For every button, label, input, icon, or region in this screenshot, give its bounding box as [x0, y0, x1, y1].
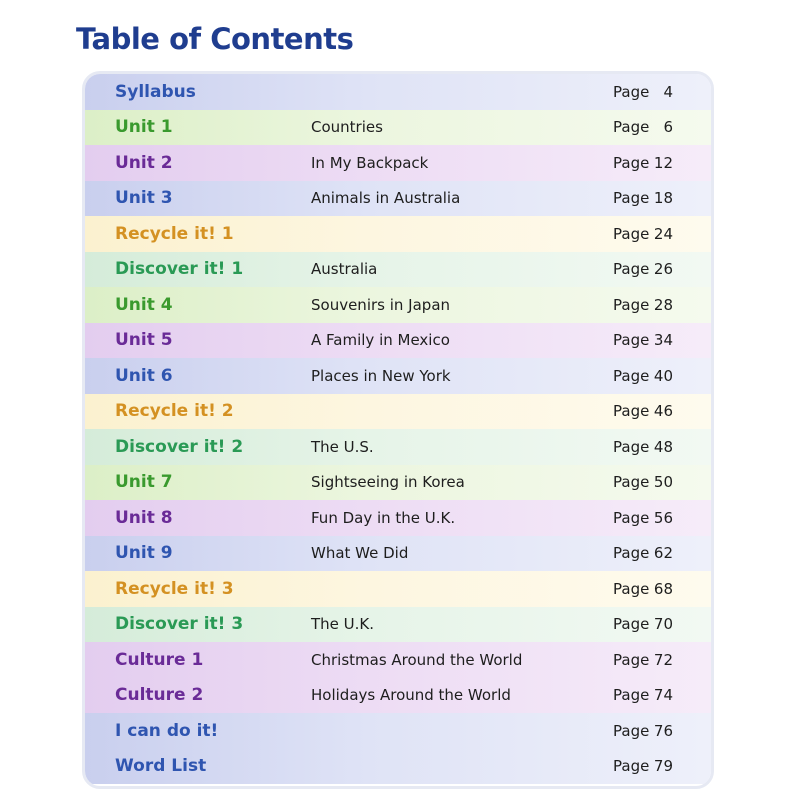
toc-page-word: Page: [613, 189, 650, 208]
toc-entry-label: Recycle it! 3: [115, 578, 234, 599]
toc-page-word: Page: [613, 224, 650, 243]
toc-page-number: 28: [653, 295, 673, 314]
toc-page-number: 56: [653, 508, 673, 527]
toc-page-word: Page: [613, 82, 650, 101]
toc-page-number: 62: [653, 544, 673, 563]
toc-row: [85, 216, 711, 252]
toc-row: [85, 74, 711, 110]
toc-page-number: 72: [653, 650, 673, 669]
toc-page-word: Page: [613, 473, 650, 492]
toc-page-number: 74: [653, 686, 673, 705]
toc-page-number: 70: [653, 615, 673, 634]
toc-row: [85, 145, 711, 181]
toc-page-number: 24: [653, 224, 673, 243]
toc-page-number: 50: [653, 473, 673, 492]
toc-entry-label: Unit 7: [115, 472, 173, 493]
toc-page-number: 40: [653, 366, 673, 385]
toc-entry-label: Recycle it! 1: [115, 223, 234, 244]
toc-entry-title: Countries: [311, 118, 383, 137]
toc-page-number: 79: [653, 757, 673, 776]
toc-row: [85, 607, 711, 643]
toc-page-word: Page: [613, 508, 650, 527]
toc-entry-label: Unit 9: [115, 543, 173, 564]
toc-page-number: 76: [653, 721, 673, 740]
toc-page-number: 48: [653, 437, 673, 456]
toc-page-number: 68: [653, 579, 673, 598]
toc-entry-label: I can do it!: [115, 720, 219, 741]
toc-page-number: 26: [653, 260, 673, 279]
toc-row: [85, 358, 711, 394]
toc-page-word: Page: [613, 295, 650, 314]
toc-entry-title: Places in New York: [311, 366, 451, 385]
toc-entry-title: Animals in Australia: [311, 189, 461, 208]
toc-entry-title: The U.S.: [311, 437, 374, 456]
toc-page-word: Page: [613, 544, 650, 563]
toc-entry-label: Recycle it! 2: [115, 401, 234, 422]
page-title: Table of Contents: [76, 22, 354, 56]
toc-row: [85, 713, 711, 749]
toc-entry-label: Syllabus: [115, 81, 196, 102]
toc-row: [85, 642, 711, 678]
toc-entry-title: In My Backpack: [311, 153, 429, 172]
toc-page-word: Page: [613, 579, 650, 598]
toc-entry-title: What We Did: [311, 544, 409, 563]
toc-page-number: 18: [653, 189, 673, 208]
toc-entry-label: Unit 4: [115, 294, 173, 315]
toc-row: [85, 429, 711, 465]
toc-row: [85, 678, 711, 714]
toc-row: [85, 500, 711, 536]
toc-entry-title: Sightseeing in Korea: [311, 473, 465, 492]
toc-page-word: Page: [613, 118, 650, 137]
toc-entry-label: Word List: [115, 756, 207, 777]
toc-page-number: 4: [663, 82, 673, 101]
toc-row: [85, 181, 711, 217]
toc-entry-title: A Family in Mexico: [311, 331, 450, 350]
toc-row: [85, 287, 711, 323]
toc-page-word: Page: [613, 615, 650, 634]
toc-entry-title: The U.K.: [311, 615, 375, 634]
toc-row: [85, 110, 711, 146]
table-of-contents: [82, 71, 714, 789]
toc-entry-title: Souvenirs in Japan: [311, 295, 451, 314]
toc-page-word: Page: [613, 153, 650, 172]
toc-row: [85, 394, 711, 430]
toc-page-number: 34: [653, 331, 673, 350]
toc-page-word: Page: [613, 721, 650, 740]
toc-entry-title: Australia: [311, 260, 378, 279]
toc-entry-label: Discover it! 1: [115, 259, 244, 280]
toc-entry-label: Culture 1: [115, 649, 204, 670]
toc-entry-label: Culture 2: [115, 685, 204, 706]
toc-page-word: Page: [613, 402, 650, 421]
toc-page-word: Page: [613, 331, 650, 350]
toc-page-word: Page: [613, 686, 650, 705]
toc-entry-title: Holidays Around the World: [311, 686, 511, 705]
toc-entry-title: Christmas Around the World: [311, 650, 523, 669]
toc-row: [85, 252, 711, 288]
toc-rows: [85, 74, 711, 786]
toc-row: [85, 323, 711, 359]
toc-row: [85, 749, 711, 785]
toc-page-word: Page: [613, 260, 650, 279]
toc-entry-label: Discover it! 2: [115, 436, 244, 457]
toc-page-word: Page: [613, 437, 650, 456]
toc-entry-title: Fun Day in the U.K.: [311, 508, 456, 527]
toc-page-word: Page: [613, 650, 650, 669]
toc-entry-label: Unit 8: [115, 507, 173, 528]
toc-page-word: Page: [613, 757, 650, 776]
toc-page-number: 46: [653, 402, 673, 421]
toc-entry-label: Unit 1: [115, 117, 173, 138]
toc-entry-label: Unit 5: [115, 330, 173, 351]
toc-entry-label: Discover it! 3: [115, 614, 244, 635]
toc-page-number: 6: [663, 118, 673, 137]
toc-entry-label: Unit 2: [115, 152, 173, 173]
toc-row: [85, 465, 711, 501]
toc-row: [85, 536, 711, 572]
toc-row: [85, 571, 711, 607]
toc-entry-label: Unit 3: [115, 188, 173, 209]
toc-page-number: 12: [653, 153, 673, 172]
toc-entry-label: Unit 6: [115, 365, 173, 386]
toc-page-word: Page: [613, 366, 650, 385]
